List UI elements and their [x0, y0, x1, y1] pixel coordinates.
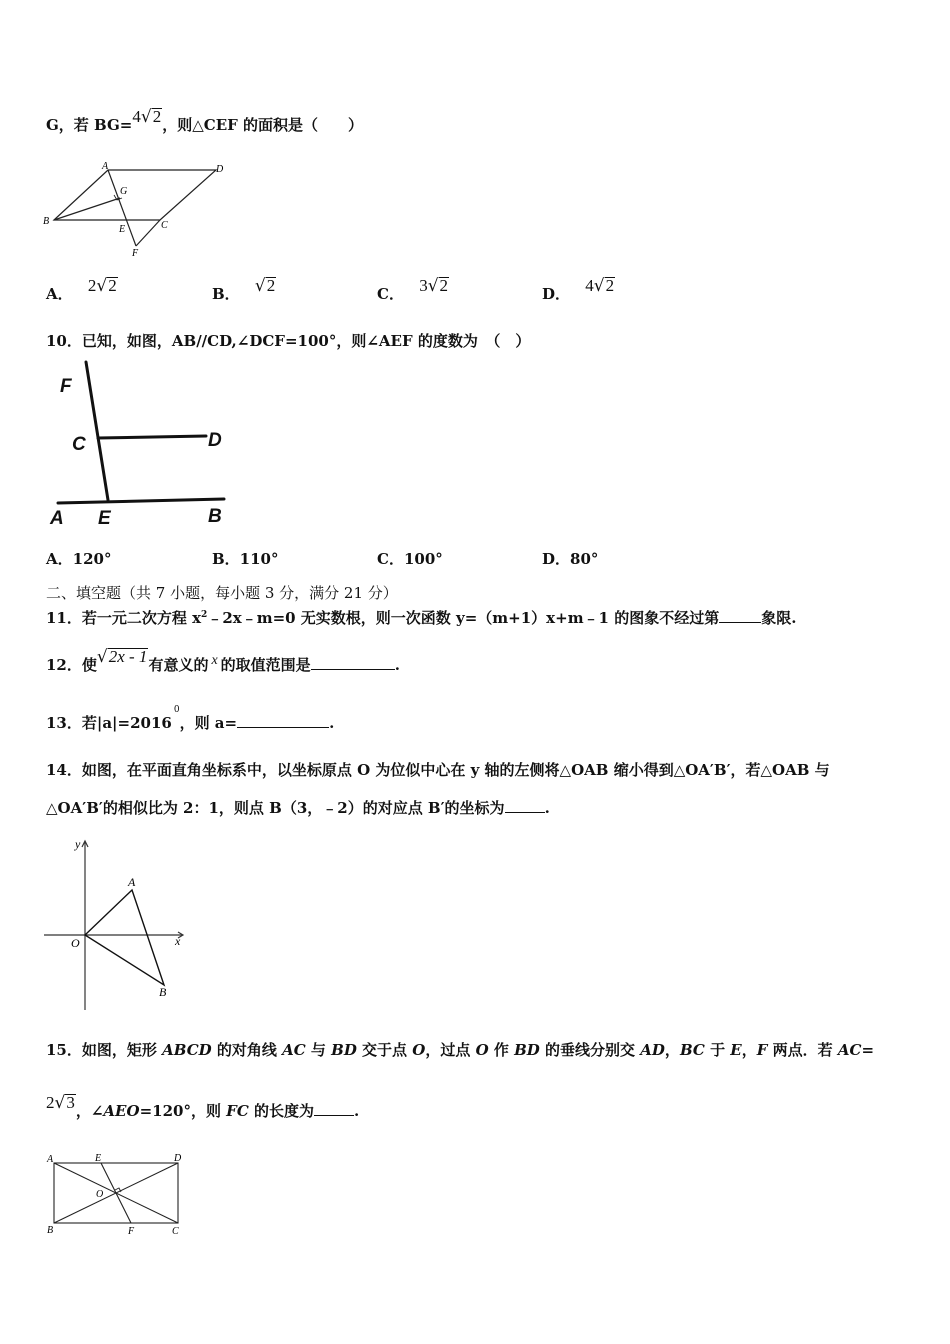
- sqrt-icon: √: [593, 276, 605, 296]
- q9-option-c[interactable]: [377, 276, 449, 304]
- label-e: E: [119, 224, 126, 235]
- text: 15．如图，矩形: [46, 1041, 163, 1059]
- q12-answer-blank[interactable]: [311, 669, 395, 670]
- segment-fc: [136, 220, 160, 246]
- q12-mid: 有意义的: [148, 656, 209, 674]
- label-o: O: [71, 936, 80, 950]
- label-c: C: [161, 220, 168, 231]
- option-value: [255, 276, 276, 295]
- q13-suffix: ，则 a=: [179, 714, 238, 732]
- label-o: O: [96, 1189, 104, 1200]
- option-letter: D．: [542, 285, 571, 303]
- sqrt-icon: √: [140, 107, 152, 127]
- q15-line2: [46, 1093, 360, 1121]
- option-value: [88, 276, 118, 295]
- label-g: G: [120, 186, 128, 197]
- q12-suffix: 的取值范围是: [220, 656, 311, 674]
- coef: 3: [419, 276, 428, 295]
- sqrt-icon: √: [427, 276, 439, 296]
- text: 的垂线分别交: [539, 1041, 641, 1059]
- segment-bg: [54, 198, 120, 220]
- sqrt-icon: √: [96, 647, 108, 667]
- q10-option-a[interactable]: A．120°: [46, 550, 112, 568]
- text: =120°，则: [139, 1102, 227, 1120]
- radicand: 2: [108, 276, 117, 295]
- q11-stem: [46, 607, 796, 628]
- option-letter: B．: [212, 285, 240, 303]
- q13-answer-blank[interactable]: [237, 727, 329, 728]
- q14-line2: [46, 797, 550, 818]
- label-f: F: [132, 248, 139, 259]
- q9-bg-radicand: 2: [152, 107, 162, 126]
- q15-figure: [44, 1150, 194, 1240]
- var-e: E: [730, 1041, 742, 1059]
- label-e: E: [98, 508, 111, 529]
- q15-answer-blank[interactable]: [314, 1115, 354, 1116]
- q10-option-d[interactable]: D．80°: [542, 550, 599, 568]
- text: 的对角线: [211, 1041, 283, 1059]
- sqrt-icon: √: [254, 276, 266, 296]
- q9-suffix: ，则△CEF 的面积是（ ）: [162, 116, 363, 134]
- q12-prefix: 12．使: [46, 656, 97, 674]
- q15-line1: [46, 1039, 874, 1060]
- radicand: 2: [439, 276, 449, 295]
- var-ac: AC: [837, 1041, 862, 1059]
- label-f: F: [128, 1226, 135, 1237]
- text: .: [354, 1102, 360, 1120]
- q12-radicand: 2x - 1: [108, 647, 148, 666]
- label-c: C: [172, 1226, 179, 1237]
- text: ，: [664, 1041, 680, 1059]
- triangle-oab: [85, 890, 164, 985]
- q14-figure: [44, 838, 194, 1013]
- var-o: O: [412, 1041, 426, 1059]
- label-d: D: [208, 430, 222, 451]
- label-b: B: [47, 1225, 54, 1236]
- label-a: A: [102, 161, 109, 172]
- sqrt-icon: √: [96, 276, 108, 296]
- q9-prefix: G，若 BG=: [46, 116, 133, 134]
- q11-answer-blank[interactable]: [719, 622, 761, 623]
- var-aeo: AEO: [103, 1102, 140, 1120]
- q9-bg-coef: 4: [132, 107, 141, 126]
- q14-answer-blank[interactable]: [505, 812, 545, 813]
- var-fc: FC: [226, 1102, 249, 1120]
- label-f: F: [60, 376, 72, 397]
- q9-bg-value: [132, 107, 162, 126]
- q12-radical: [97, 647, 149, 666]
- text: 作: [488, 1041, 515, 1059]
- q11-superscript: 2: [201, 610, 208, 620]
- radicand: 2: [605, 276, 615, 295]
- q15-radical: [46, 1093, 76, 1112]
- var-bd: BD: [331, 1041, 357, 1059]
- q14-end: .: [544, 799, 550, 817]
- var-ac: AC: [282, 1041, 306, 1059]
- q14-line2-text: △OA′B′的相似比为 2：1，则点 B（3，﹣2）的对应点 B′的坐标为: [46, 799, 505, 817]
- q11-part1: 11．若一元二次方程 x: [46, 609, 202, 627]
- coef: 4: [585, 276, 594, 295]
- section-2-title: 二、填空题（共 7 小题，每小题 3 分，满分 21 分）: [46, 584, 398, 602]
- var-bc: BC: [679, 1041, 705, 1059]
- option-value: [585, 276, 615, 295]
- q12-variable: x: [211, 653, 218, 668]
- label-b: B: [208, 506, 222, 527]
- label-b: B: [159, 985, 167, 999]
- label-a: A: [47, 1154, 54, 1165]
- radicand: 3: [66, 1093, 75, 1112]
- q12-end: .: [394, 656, 400, 674]
- text: 与: [305, 1041, 332, 1059]
- var-f: F: [756, 1041, 768, 1059]
- var-ad: AD: [640, 1041, 665, 1059]
- radicand: 2: [266, 276, 276, 295]
- q13-prefix: 13．若|a|=2016: [46, 714, 172, 732]
- label-e: E: [95, 1153, 102, 1164]
- q10-stem: 10．已知，如图，AB//CD,∠DCF=100°，则∠AEF 的度数为 （ ）: [46, 332, 531, 350]
- option-value: [419, 276, 449, 295]
- label-d: D: [174, 1153, 182, 1164]
- q12-stem: [46, 647, 400, 675]
- q13-exponent: 0: [173, 705, 180, 715]
- q10-option-b[interactable]: B．110°: [212, 550, 279, 568]
- label-y: y: [75, 837, 81, 851]
- label-d: D: [216, 164, 224, 175]
- option-letter: C．: [377, 285, 404, 303]
- label-a: A: [50, 508, 64, 529]
- q13-end: .: [329, 714, 335, 732]
- label-x: x: [175, 934, 181, 948]
- line-fe: [86, 362, 108, 500]
- var-o: O: [475, 1041, 489, 1059]
- q10-figure: [46, 362, 231, 532]
- sqrt-icon: √: [54, 1093, 66, 1113]
- label-b: B: [43, 216, 50, 227]
- option-letter: A．: [46, 285, 73, 303]
- text: 交于点: [356, 1041, 413, 1059]
- q9-option-b[interactable]: [212, 276, 276, 304]
- text: 两点．若: [767, 1041, 838, 1059]
- text: ，过点: [425, 1041, 476, 1059]
- text: =: [861, 1041, 875, 1059]
- text: ，: [741, 1041, 757, 1059]
- q11-part3: 象限.: [761, 609, 797, 627]
- text: 于: [704, 1041, 731, 1059]
- q14-line1: 14．如图，在平面直角坐标系中，以坐标原点 O 为位似中心在 y 轴的左侧将△OAB 缩小得到△OA′B′，若△OAB 与: [46, 761, 830, 779]
- q9-option-a[interactable]: [46, 276, 117, 304]
- label-a: A: [128, 875, 136, 889]
- line-cd: [98, 436, 206, 438]
- segment-ef: [101, 1163, 131, 1223]
- line-ab: [58, 499, 224, 503]
- q10-option-c[interactable]: C．100°: [377, 550, 443, 568]
- text: ，∠: [75, 1102, 104, 1120]
- coef: 2: [87, 276, 97, 295]
- coef: 2: [46, 1093, 55, 1112]
- var-abcd: ABCD: [162, 1041, 212, 1059]
- q9-figure: [40, 160, 240, 260]
- label-c: C: [72, 434, 86, 455]
- q11-part2: ﹣2x﹣m=0 无实数根，则一次函数 y=（m+1）x+m﹣1 的图象不经过第: [207, 609, 720, 627]
- var-bd: BD: [514, 1041, 540, 1059]
- q9-stem: [46, 107, 363, 135]
- q9-option-d[interactable]: [542, 276, 615, 304]
- text: 的长度为: [248, 1102, 314, 1120]
- q13-stem: [46, 705, 335, 733]
